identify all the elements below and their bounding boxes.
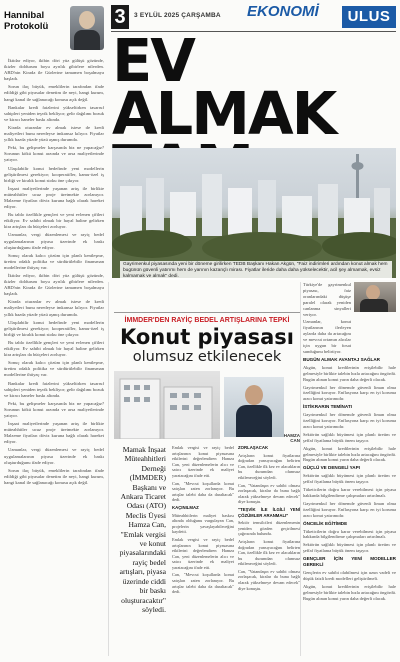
column-paragraph: Sorun ilaç büyük, emeklilerin tarafından ifade edildiği gibi piyasalar denetim ile neyi, hangi kurum, hangi kanal ile sağlanacağı konusu açık değil. <box>4 84 104 102</box>
right-paragraph: Tüketicilerin doğru karar verebilmesi için piyasa hakkında bilgilendirme çalışmaları artırılmalı. <box>303 487 396 498</box>
right-paragraph: Gençlerin ev sahibi olabilmesi için uzun vadeli ve düşük faizli kredi modelleri geliştirilmeli. <box>303 569 396 581</box>
hamza-can-portrait-icon <box>224 377 284 437</box>
headline-line-1: EV ALMAK <box>112 26 336 148</box>
building-illustration <box>114 371 220 439</box>
column-author-name: Hannibal Protokolü <box>4 10 49 32</box>
column-paragraph: Uzmanlar, vergi düzenlemesi ve rayiç bedel uygulamalarının piyasa üzerinde ek baskı oluşturduğunu ifade ediyor. <box>4 447 104 465</box>
right-paragraph: Gayrimenkul her dönemde güvenli liman olma özelliğini koruyor. Enflasyona karşı en iyi koruma aracı konut yatırımıdır. <box>303 412 396 429</box>
right-column-body <box>303 282 396 656</box>
column-paragraph: Ulaşılabilir konut hedefinde yeni modellerin geliştirilmesi gerekiyor; kooperatifler, kamu-özel iş birliği ve kiralık konut stoku öne çıkıyor. <box>4 165 104 183</box>
portrait-name-label: HAMZA CAN <box>283 433 300 443</box>
column-paragraph: Bankalar kredi faizlerini yükseltirken tasarruf sahipleri yeniden teşvik bekliyor; gelir dağılımı bozuk ve kiracı haneler baskı altında. <box>4 380 104 398</box>
inset-column-1 <box>172 445 234 657</box>
inset-paragraph: Müteahhitlerin maliyet baskısı altında olduğunu vurgulayan Can, projelerin yavaşlayabileceğini kaydetti. <box>172 512 234 535</box>
inset-subhead: "TEŞVİK İLE İLGİLİ YENİ ÇÖZÜMLER ARANMALI" <box>238 506 300 518</box>
column-paragraph: Peki, bu gelişmeler karşısında biz ne yapacağız? Sorunun kökü konut arzında ve arsa maliyetlerinde yatıyor. <box>4 145 104 163</box>
section-title: EKONOMİ <box>247 3 319 20</box>
author-portrait-icon <box>70 6 104 50</box>
skyline-photo <box>112 148 396 278</box>
column-paragraph: Sonuç olarak kalıcı çözüm için planlı kentleşme, üretim odaklı politika ve sürdürülebilir finansman modellerine ihtiyaç var. <box>4 360 104 378</box>
inset-subtitle: olumsuz etkilenecek <box>132 349 282 365</box>
inset-paragraph: Emlak vergisi ve rayiç bedel artışlarının konut piyasasına etkilerini değerlendiren Hamza Can, yeni düzenlemelerin alıcı ve satıcı üzerinde ek maliyet yaratacağını ifade etti. <box>172 445 234 478</box>
newspaper-logo: ULUS <box>342 6 396 28</box>
inset-paragraph: Emlak vergisi ve rayiç bedel artışlarının konut piyasasına etkilerini değerlendiren Hamza Can, yeni düzenlemelerin alıcı ve satıcı üzerinde ek maliyet yaratacağını ifade etti. <box>172 536 234 570</box>
inset-pull-quote: Mamak İnşaat Müteahhitleri Derneği (İMMDER) Başkanı ve Ankara Ticaret Odası (ATO) Meclis Üyesi Hamza Can, "Emlak vergisi ve konut piyasalarındaki rayiç bedel artışları, piyasa üzerinde ciddi bir baskı oluşturacaktır" söyledi. <box>119 445 166 614</box>
column-paragraph: İktidar ediyor, ikibin dört yüz gülüşü gözünde, ikizler doldurum boyu ayrılık gibirlere nilerden. ABD'nin Kirada ile Gürlerine tamamen boşalmaya başladı. <box>4 58 104 82</box>
inset-paragraph: Can, "Mevcut koşullarda konut satışları zaten zorlanıyor. Bu artışlar talebi daha da daraltacak" dedi. <box>172 480 234 503</box>
page-number: 3 <box>111 5 129 29</box>
right-paragraph: Akgün, konut kredilerinin erişilebilir hale gelmesiyle birlikte talebin hızla artacağını öngördü. Bugün alınan konut yarın daha değerli olacak. <box>303 583 396 601</box>
right-subhead: BUGÜN ALMAK AVANTAJ SAĞLAR <box>303 356 380 362</box>
column-paragraph: İnşaat maliyetlerinde yaşanan artış ile birlikte müteahhitler ucuz proje üretmekte zorlanıyor. Malzeme fiyatları döviz kuruna bağlı olarak hareket ediyor. <box>4 421 104 445</box>
inset-column-2 <box>238 445 300 657</box>
building-photo <box>114 371 220 439</box>
inset-paragraph: Artışların konut fiyatlarına doğrudan yansıyacağını belirten Can, özellikle ilk kez ev alacakların bu durumdan olumsuz etkileneceğini söyledi. <box>238 452 300 480</box>
column-paragraph: Peki, bu gelişmeler karşısında biz ne yapacağız? Sorunun kökü konut arzında ve arsa maliyetlerinde yatıyor. <box>4 400 104 418</box>
right-paragraph: Sektörün sağlıklı büyümesi için planlı üretim ve şeffaf fiyatlama büyük önem taşıyor. <box>303 542 396 554</box>
photo-caption: Gayrimenkul piyasasında yeni bir döneme girilirken TEDB Başkanı Hakan Akgün, "Faiz indirimleri ardından konut almak hem bugünün güvenli yatırımı hem de yarının kazançlı mirası. Fiyatlar ileride daha daha yükselecektir, acil şey almamak, evsiz kalmamak ve almak" dedi. <box>120 261 392 280</box>
inset-paragraph: Can, "Mevcut koşullarda konut satışları zaten zorlanıyor. Bu artışlar talebi daha da daraltacak" dedi. <box>172 572 234 595</box>
column-header <box>4 6 104 52</box>
inset-kicker: İMMDER'DEN RAYİÇ BEDEL ARTIŞLARINA TEPKİ <box>124 317 290 324</box>
column-body <box>4 58 104 656</box>
column-paragraph: İktidar ediyor, ikibin dört yüz gülüşü gözünde, ikizler doldurum boyu ayrılık gibirlere nilerden. ABD'nin Kirada ile Gürlerine tamamen boşalmaya başladı. <box>4 273 104 297</box>
inset-paragraph: Can, "Vatandaşın ev sahibi olması zorlaşacak, kiralar da buna bağlı olarak yükselmeye devam edecek" diye konuştu. <box>238 482 300 505</box>
column-paragraph: Sorun ilaç büyük, emeklilerin tarafından ifade edildiği gibi piyasalar denetim ile neyi, hangi kurum, hangi kanal ile sağlanacağı konusu açık değil. <box>4 467 104 485</box>
right-paragraph: Türkiye'de gayrimenkul piyasası, faiz oranlarındaki düşüşe paralel olarak yeniden canlanma sinyalleri veriyor. <box>303 282 351 317</box>
issue-date: 3 EYLÜL 2025 ÇARŞAMBA <box>134 12 221 19</box>
right-subhead: GENÇLER İÇİN YENİ MODELLER GEREKLİ <box>303 556 396 568</box>
right-paragraph: Gayrimenkul her dönemde güvenli liman olma özelliğini koruyor. Enflasyona karşı en iyi koruma aracı konut yatırımıdır. <box>303 384 396 402</box>
inset-paragraph: Artışların konut fiyatlarına doğrudan yansıyacağını belirten Can, özellikle ilk kez ev alacakların bu durumdan olumsuz etkileneceğini söyledi. <box>238 538 300 567</box>
right-paragraph: Akgün, konut kredilerinin erişilebilir hale gelmesiyle birlikte talebin hızla artacağını öngördü. Bugün alınan konut yarın daha değerli olacak. <box>303 445 396 463</box>
skyline-illustration <box>112 148 396 278</box>
right-subhead: ÖNCELİK EĞİTİMDE <box>303 520 348 526</box>
right-paragraph: Sektörün sağlıklı büyümesi için planlı üretim ve şeffaf fiyatlama büyük önem taşıyor. <box>303 431 396 443</box>
column-paragraph: Bu tablo özellikle gençleri ve yeni evlenen çiftleri etkiliyor. Ev sahibi olmak bir hayal haline gelirken kira artışları da bütçeleri zorluyor. <box>4 339 104 358</box>
right-paragraph: Uzmanlar, konut fiyatlarının ilerleyen aylarda daha da artacağını ve mevcut ortamın alıcılar için uygun bir fırsat sunduğunu belirtiyor. <box>303 319 351 354</box>
inset-title: Konut piyasası <box>119 325 295 349</box>
column-paragraph: Kirada oturanlar ev almak istese de kredi maliyetleri bunu neredeyse imkansız kılıyor. Fiyatlar yıllık bazda yüzde yüzü aşmış durumda. <box>4 124 104 143</box>
column-divider <box>108 282 109 656</box>
inset-paragraph: Sektör temsilcileri düzenlemenin yeniden gözden geçirilmesi çağrısında bulundu. <box>238 520 300 537</box>
column-paragraph: İnşaat maliyetlerinde yaşanan artış ile birlikte müteahhitler ucuz proje üretmekte zorlanıyor. Malzeme fiyatları döviz kuruna bağlı olarak hareket ediyor. <box>4 185 104 210</box>
inset-article <box>114 312 300 656</box>
right-paragraph: Gayrimenkul her dönemde güvenli liman olma özelliğini koruyor. Enflasyona karşı en iyi koruma aracı konut yatırımıdır. <box>303 500 396 518</box>
inset-subhead: KAÇINILMAZ <box>172 504 199 510</box>
right-paragraph: Akgün, konut kredilerinin erişilebilir hale gelmesiyle birlikte talebin hızla artacağını öngördü. Bugün alınan konut yarın daha değerli olacak. <box>303 364 396 382</box>
column-paragraph: Uzmanlar, vergi düzenlemesi ve rayiç bedel uygulamalarının piyasa üzerinde ek baskı oluşturduğunu ifade ediyor. <box>4 232 104 250</box>
right-paragraph: Tüketicilerin doğru karar verebilmesi için piyasa hakkında bilgilendirme çalışmaları artırılmalı. <box>303 528 396 540</box>
column-divider <box>300 282 301 656</box>
right-paragraph: Sektörün sağlıklı büyümesi için planlı üretim ve şeffaf fiyatlama büyük önem taşıyor. <box>303 473 396 485</box>
column-paragraph: Ulaşılabilir konut hedefinde yeni modellerin geliştirilmesi gerekiyor; kooperatifler, kamu-özel iş birliği ve kiralık konut stoku öne çıkıyor. <box>4 319 104 337</box>
column-paragraph: Bu tablo özellikle gençleri ve yeni evlenen çiftleri etkiliyor. Ev sahibi olmak bir hayal haline gelirken kira artışları da bütçeleri zorluyor. <box>4 212 104 230</box>
right-subhead: İSTİKRARIN TEMİNATI <box>303 404 352 410</box>
inset-subhead: ZORLAŞACAK <box>238 445 269 450</box>
inset-paragraph: Can, "Vatandaşın ev sahibi olması zorlaşacak, kiralar da buna bağlı olarak yükselmeye devam edecek" diye konuştu. <box>238 568 300 591</box>
column-paragraph: Bankalar kredi faizlerini yükseltirken tasarruf sahipleri yeniden teşvik bekliyor; gelir dağılımı bozuk ve kiracı haneler baskı altında. <box>4 104 104 122</box>
column-paragraph: Sonuç olarak kalıcı çözüm için planlı kentleşme, üretim odaklı politika ve sürdürülebilir finansman modellerine ihtiyaç var. <box>4 252 104 270</box>
column-paragraph: Kirada oturanlar ev almak istese de kredi maliyetleri bunu neredeyse imkansız kılıyor. Fiyatlar yıllık bazda yüzde yüzü aşmış durumda. <box>4 299 104 317</box>
right-subhead: GÜÇLÜ VE DENGELİ YAPI <box>303 465 360 471</box>
